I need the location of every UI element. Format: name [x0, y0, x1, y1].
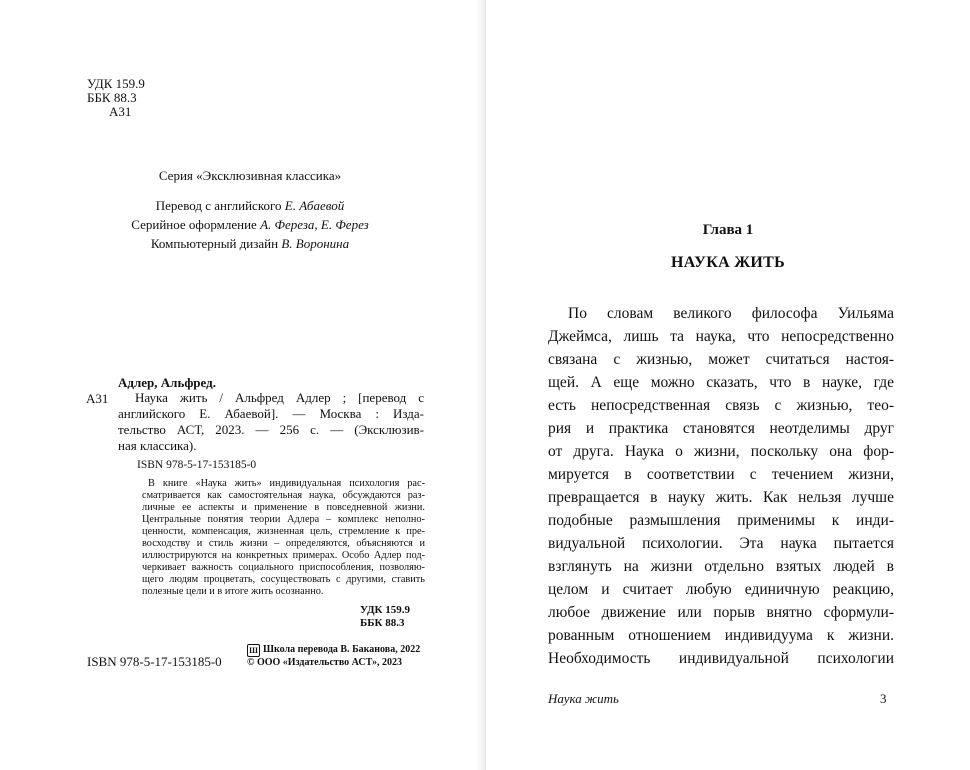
body-line: взглянуть на жизни отдельно взятых людей в [548, 558, 894, 575]
udk-code-top: УДК 159.9 [87, 76, 145, 91]
body-line: видуальной психологии. Эта наука пытается [548, 535, 894, 552]
annotation-line: щего людям процветать, сосуществовать с другими, ставить [142, 574, 425, 585]
annotation-line: полезные цели и в итоге жить осознанно. [142, 586, 324, 597]
author-mark-top: А31 [109, 104, 132, 119]
catalog-isbn: ISBN 978-5-17-153185-0 [137, 459, 257, 471]
body-line: Джеймса, лишь та наука, что непосредственно [548, 328, 894, 345]
right-page-chapter [486, 0, 970, 770]
annotation-line: В книге «Наука жить» индивидуальная психология рас- [148, 478, 425, 489]
computer-designer-name: В. Воронина [281, 236, 350, 251]
catalog-line: Наука жить / Альфред Адлер ; [перевод с [135, 390, 424, 405]
annotation-line: черкивает важность социального приспособления, позволяю- [142, 562, 425, 573]
page-number: 3 [880, 691, 887, 706]
body-line: подобные размышления применимы к инди- [548, 512, 894, 529]
body-line: от друга. Наука о жизни, поскольку она фор- [548, 443, 894, 460]
catalog-line: тельство АСТ, 2023. — 256 с. — (Эксклюзив- [118, 422, 424, 437]
catalog-line: ная классика). [118, 438, 197, 453]
body-line: целом и считает любую единичную реакцию, [548, 581, 894, 598]
chapter-title: НАУКА ЖИТЬ [670, 254, 785, 271]
translation-credit [100, 198, 400, 214]
school-logo-icon: Ш [247, 644, 260, 657]
bbk-code-bottom: ББК 88.3 [360, 617, 405, 629]
body-line: рованным отношением индивидуума к жизни. [548, 627, 894, 644]
series-line: Серия «Эксклюзивная классика» [158, 168, 342, 183]
catalog-line: английского Е. Абаевой]. — Москва : Изда- [118, 406, 424, 421]
left-page-copyright [0, 0, 484, 770]
design-label: Серийное оформление [131, 217, 261, 232]
chapter-label: Глава 1 [702, 222, 754, 238]
annotation-line: сматривается как самостоятельная наука, обсуждаются раз- [142, 490, 425, 501]
body-line: любое движение или порыв внятно сформули- [548, 604, 894, 621]
catalog-author-mark: А31 [86, 391, 109, 406]
copyright-school [247, 644, 420, 657]
running-footer-title: Наука жить [548, 691, 619, 706]
annotation-line: личные ее аспекты и применение в повседневной жизни. [142, 502, 425, 513]
bbk-code-top: ББК 88.3 [87, 90, 137, 105]
isbn-bottom: ISBN 978-5-17-153185-0 [87, 654, 222, 669]
designer-name: А. Фереза, Е. Ферез [260, 217, 369, 232]
annotation-line: Центральные понятия теории Адлера – комплекс неполно- [142, 514, 425, 525]
body-line: Необходимость индивидуальной психологии [548, 650, 894, 667]
copyright-publisher: © ООО «Издательство АСТ», 2023 [247, 657, 403, 668]
body-line: мируется в соответствии с течением жизни, [548, 466, 894, 483]
copyright-school-text: Школа перевода В. Баканова, 2022 [263, 644, 421, 655]
annotation-line: ценности, компенсация, жизненная цель, стремление к пре- [142, 526, 425, 537]
body-line: щей. А еще можно сказать, что в науке, где [548, 374, 894, 391]
annotation-line: иллюстрируются на конкретных примерах. Особо Адлер под- [142, 550, 425, 561]
translator-name: Е. Абаевой [284, 198, 345, 213]
computer-design-label: Компьютерный дизайн [150, 236, 282, 251]
design-credit [100, 217, 400, 233]
body-line: превращается в науку жить. Как нельзя лучше [548, 489, 894, 506]
annotation-line: восходству и стиль жизни – определяются, объясняются и [142, 538, 425, 549]
body-line: связана с жизнью, может считаться настоя- [548, 351, 894, 368]
catalog-author-heading: Адлер, Альфред. [118, 375, 216, 390]
udk-code-bottom: УДК 159.9 [360, 604, 411, 616]
translation-label: Перевод с английского [155, 198, 285, 213]
computer-design-credit [100, 236, 400, 252]
body-line: рия и практика становятся неотделимы друг [548, 420, 894, 437]
body-line: есть непосредственная связь с жизнью, тео- [548, 397, 894, 414]
body-line: По словам великого философа Уильяма [568, 305, 894, 322]
